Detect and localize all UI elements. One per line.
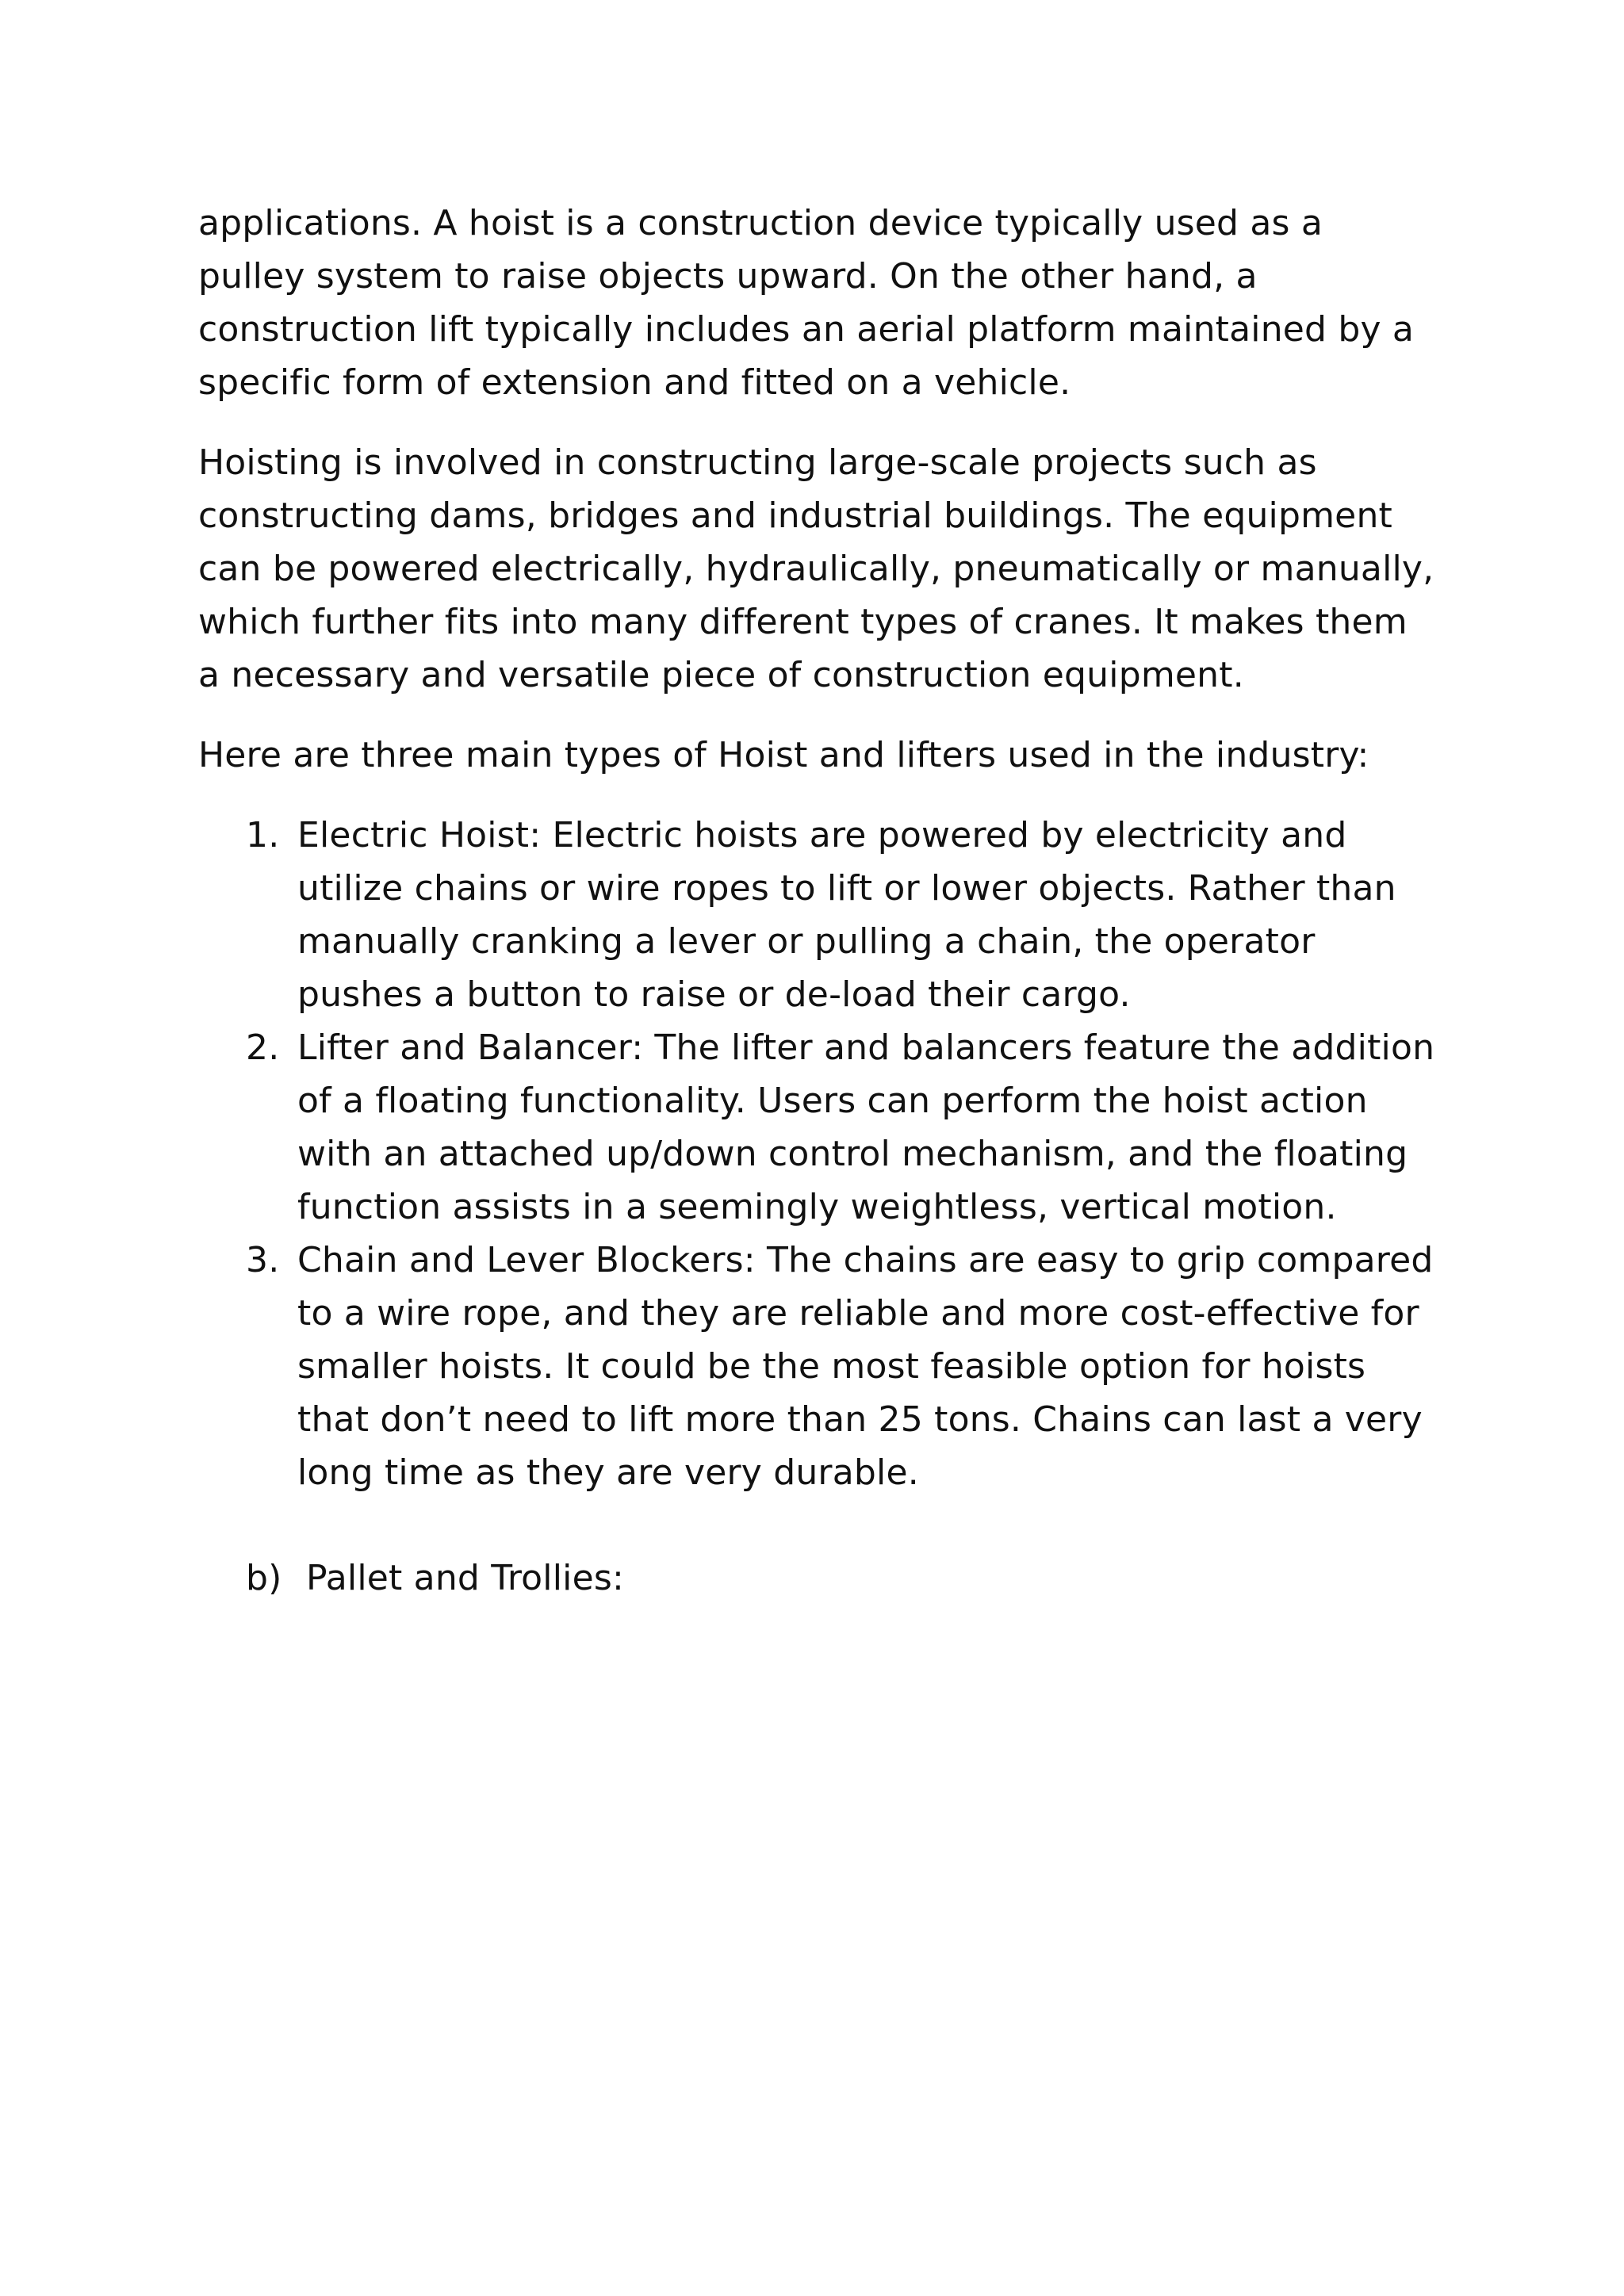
- subheading-marker: b): [246, 1558, 282, 1598]
- list-item: [198, 1021, 1435, 1234]
- hoist-types-list: [198, 809, 1435, 1499]
- list-item-text: Lifter and Balancer: The lifter and balancers feature the addition of a floating functionality. Users can perform the hoist action with an attached up/down control mechanism, and the floating function assists in a seemingly weightless, vertical motion.: [297, 1027, 1435, 1227]
- document-body: [198, 197, 1435, 1605]
- list-item: [198, 809, 1435, 1021]
- paragraph-hoisting-usage: Hoisting is involved in constructing large-scale projects such as constructing dams, bridges and industrial buildings. The equipment can be powered electrically, hydraulically, pneumatically or manually, which further fits into many different types of cranes. It makes them a necessary and versatile piece of construction equipment.: [198, 442, 1434, 695]
- subheading-text: Pallet and Trollies:: [306, 1558, 624, 1598]
- list-item: [198, 1234, 1435, 1499]
- list-item-text: Electric Hoist: Electric hoists are powered by electricity and utilize chains or wire ropes to lift or lower objects. Rather than manually cranking a lever or pulling a chain, the operator pushes a button to raise or de-load their cargo.: [297, 815, 1396, 1015]
- subheading-pallet-trollies: [198, 1552, 1435, 1605]
- paragraph-hoist-definition: applications. A hoist is a construction device typically used as a pulley system to raise objects upward. On the other hand, a construction lift typically includes an aerial platform maintained by a specific form of extension and fitted on a vehicle.: [198, 203, 1415, 403]
- list-item-number: 3.: [246, 1240, 280, 1280]
- list-item-text: Chain and Lever Blockers: The chains are easy to grip compared to a wire rope, and they are reliable and more cost-effective for smaller hoists. It could be the most feasible option for hoists that don’t need to lift more than 25 tons. Chains can last a very long time as they are very durable.: [297, 1240, 1434, 1493]
- list-item-number: 2.: [246, 1027, 280, 1068]
- paragraph-list-intro: Here are three main types of Hoist and lifters used in the industry:: [198, 735, 1369, 775]
- list-item-number: 1.: [246, 815, 280, 855]
